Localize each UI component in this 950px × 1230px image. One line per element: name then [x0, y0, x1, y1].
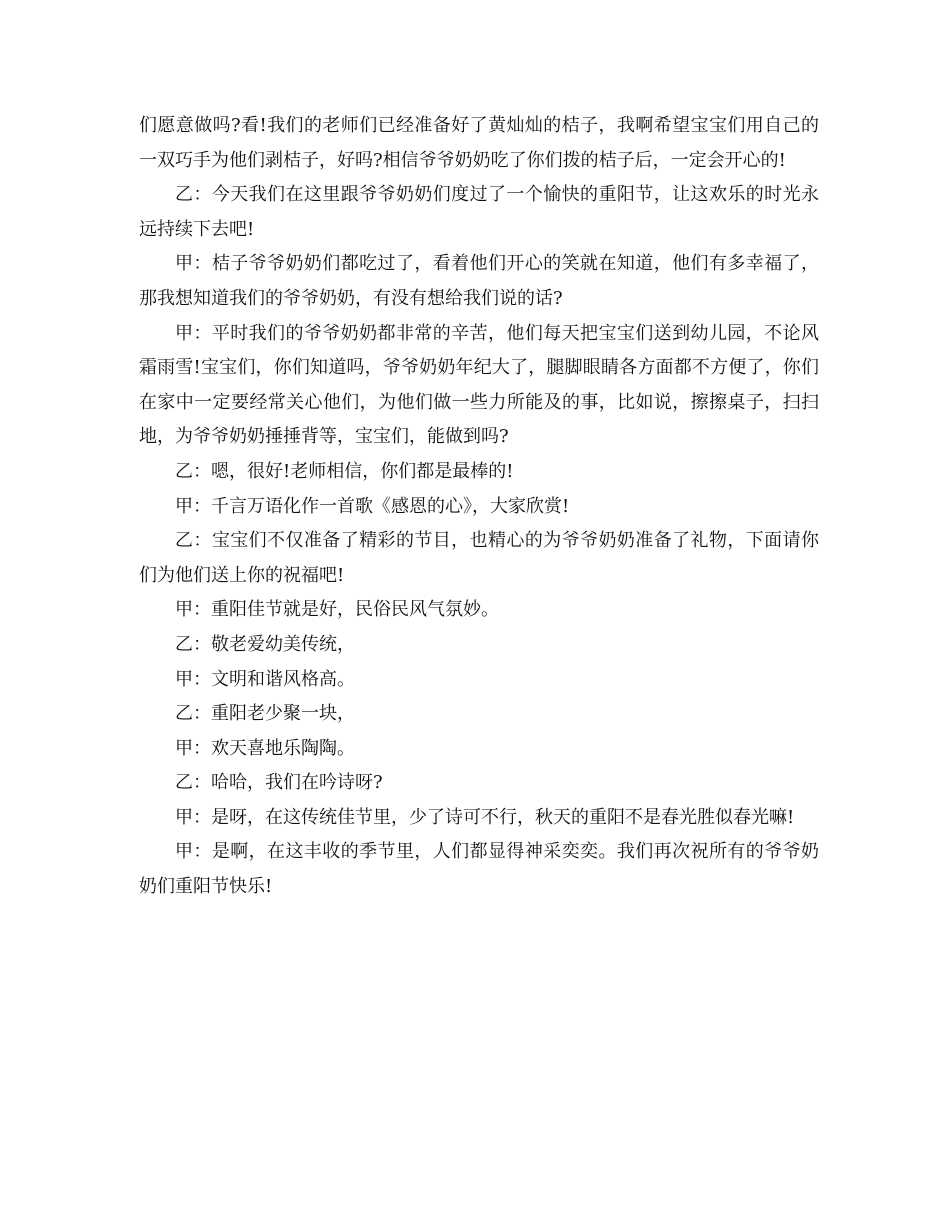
paragraph: 甲：是呀，在这传统佳节里，少了诗可不行，秋天的重阳不是春光胜似春光嘛!: [175, 806, 795, 828]
paragraph: 甲：重阳佳节就是好，民俗民风气氛妙。: [175, 599, 499, 621]
paragraph: 甲：欢天喜地乐陶陶。: [175, 737, 355, 759]
paragraph: 乙：嗯，很好!老师相信，你们都是最棒的!: [175, 460, 514, 482]
paragraph: 们愿意做吗?看!我们的老师们已经准备好了黄灿灿的桔子，我啊希望宝宝们用自己的一双巧手为他们剥桔子，好吗?相信爷爷奶奶吃了你们拨的桔子后，一定会开心的!: [139, 115, 819, 171]
paragraph: 乙：今天我们在这里跟爷爷奶奶们度过了一个愉快的重阳节，让这欢乐的时光永远持续下去吧!: [139, 184, 819, 240]
paragraph: 乙：敬老爱幼美传统，: [175, 633, 355, 655]
paragraph: 甲：文明和谐风格高。: [175, 668, 355, 690]
document-body: [139, 109, 819, 905]
paragraph: 甲：平时我们的爷爷奶奶都非常的辛苦，他们每天把宝宝们送到幼儿园，不论风霜雨雪!宝宝们，你们知道吗，爷爷奶奶年纪大了，腿脚眼睛各方面都不方便了，你们在家中一定要经常关心他们，为他们做一些力所能及的事，比如说，擦擦桌子，扫扫地，为爷爷奶奶捶捶背等，宝宝们，能做到吗?: [139, 322, 819, 448]
paragraph: 乙：宝宝们不仅准备了精彩的节目，也精心的为爷爷奶奶准备了礼物，下面请你们为他们送上你的祝福吧!: [139, 530, 819, 586]
paragraph: 甲：桔子爷爷奶奶们都吃过了，看着他们开心的笑就在知道，他们有多幸福了，那我想知道我们的爷爷奶奶，有没有想给我们说的话?: [139, 253, 819, 309]
paragraph: 甲：千言万语化作一首歌《感恩的心》，大家欣赏!: [175, 495, 570, 517]
paragraph: 甲：是啊，在这丰收的季节里，人们都显得神采奕奕。我们再次祝所有的爷爷奶奶们重阳节快乐!: [139, 841, 819, 898]
paragraph: 乙：重阳老少聚一块，: [175, 703, 355, 725]
paragraph: 乙：哈哈，我们在吟诗呀?: [175, 772, 383, 794]
